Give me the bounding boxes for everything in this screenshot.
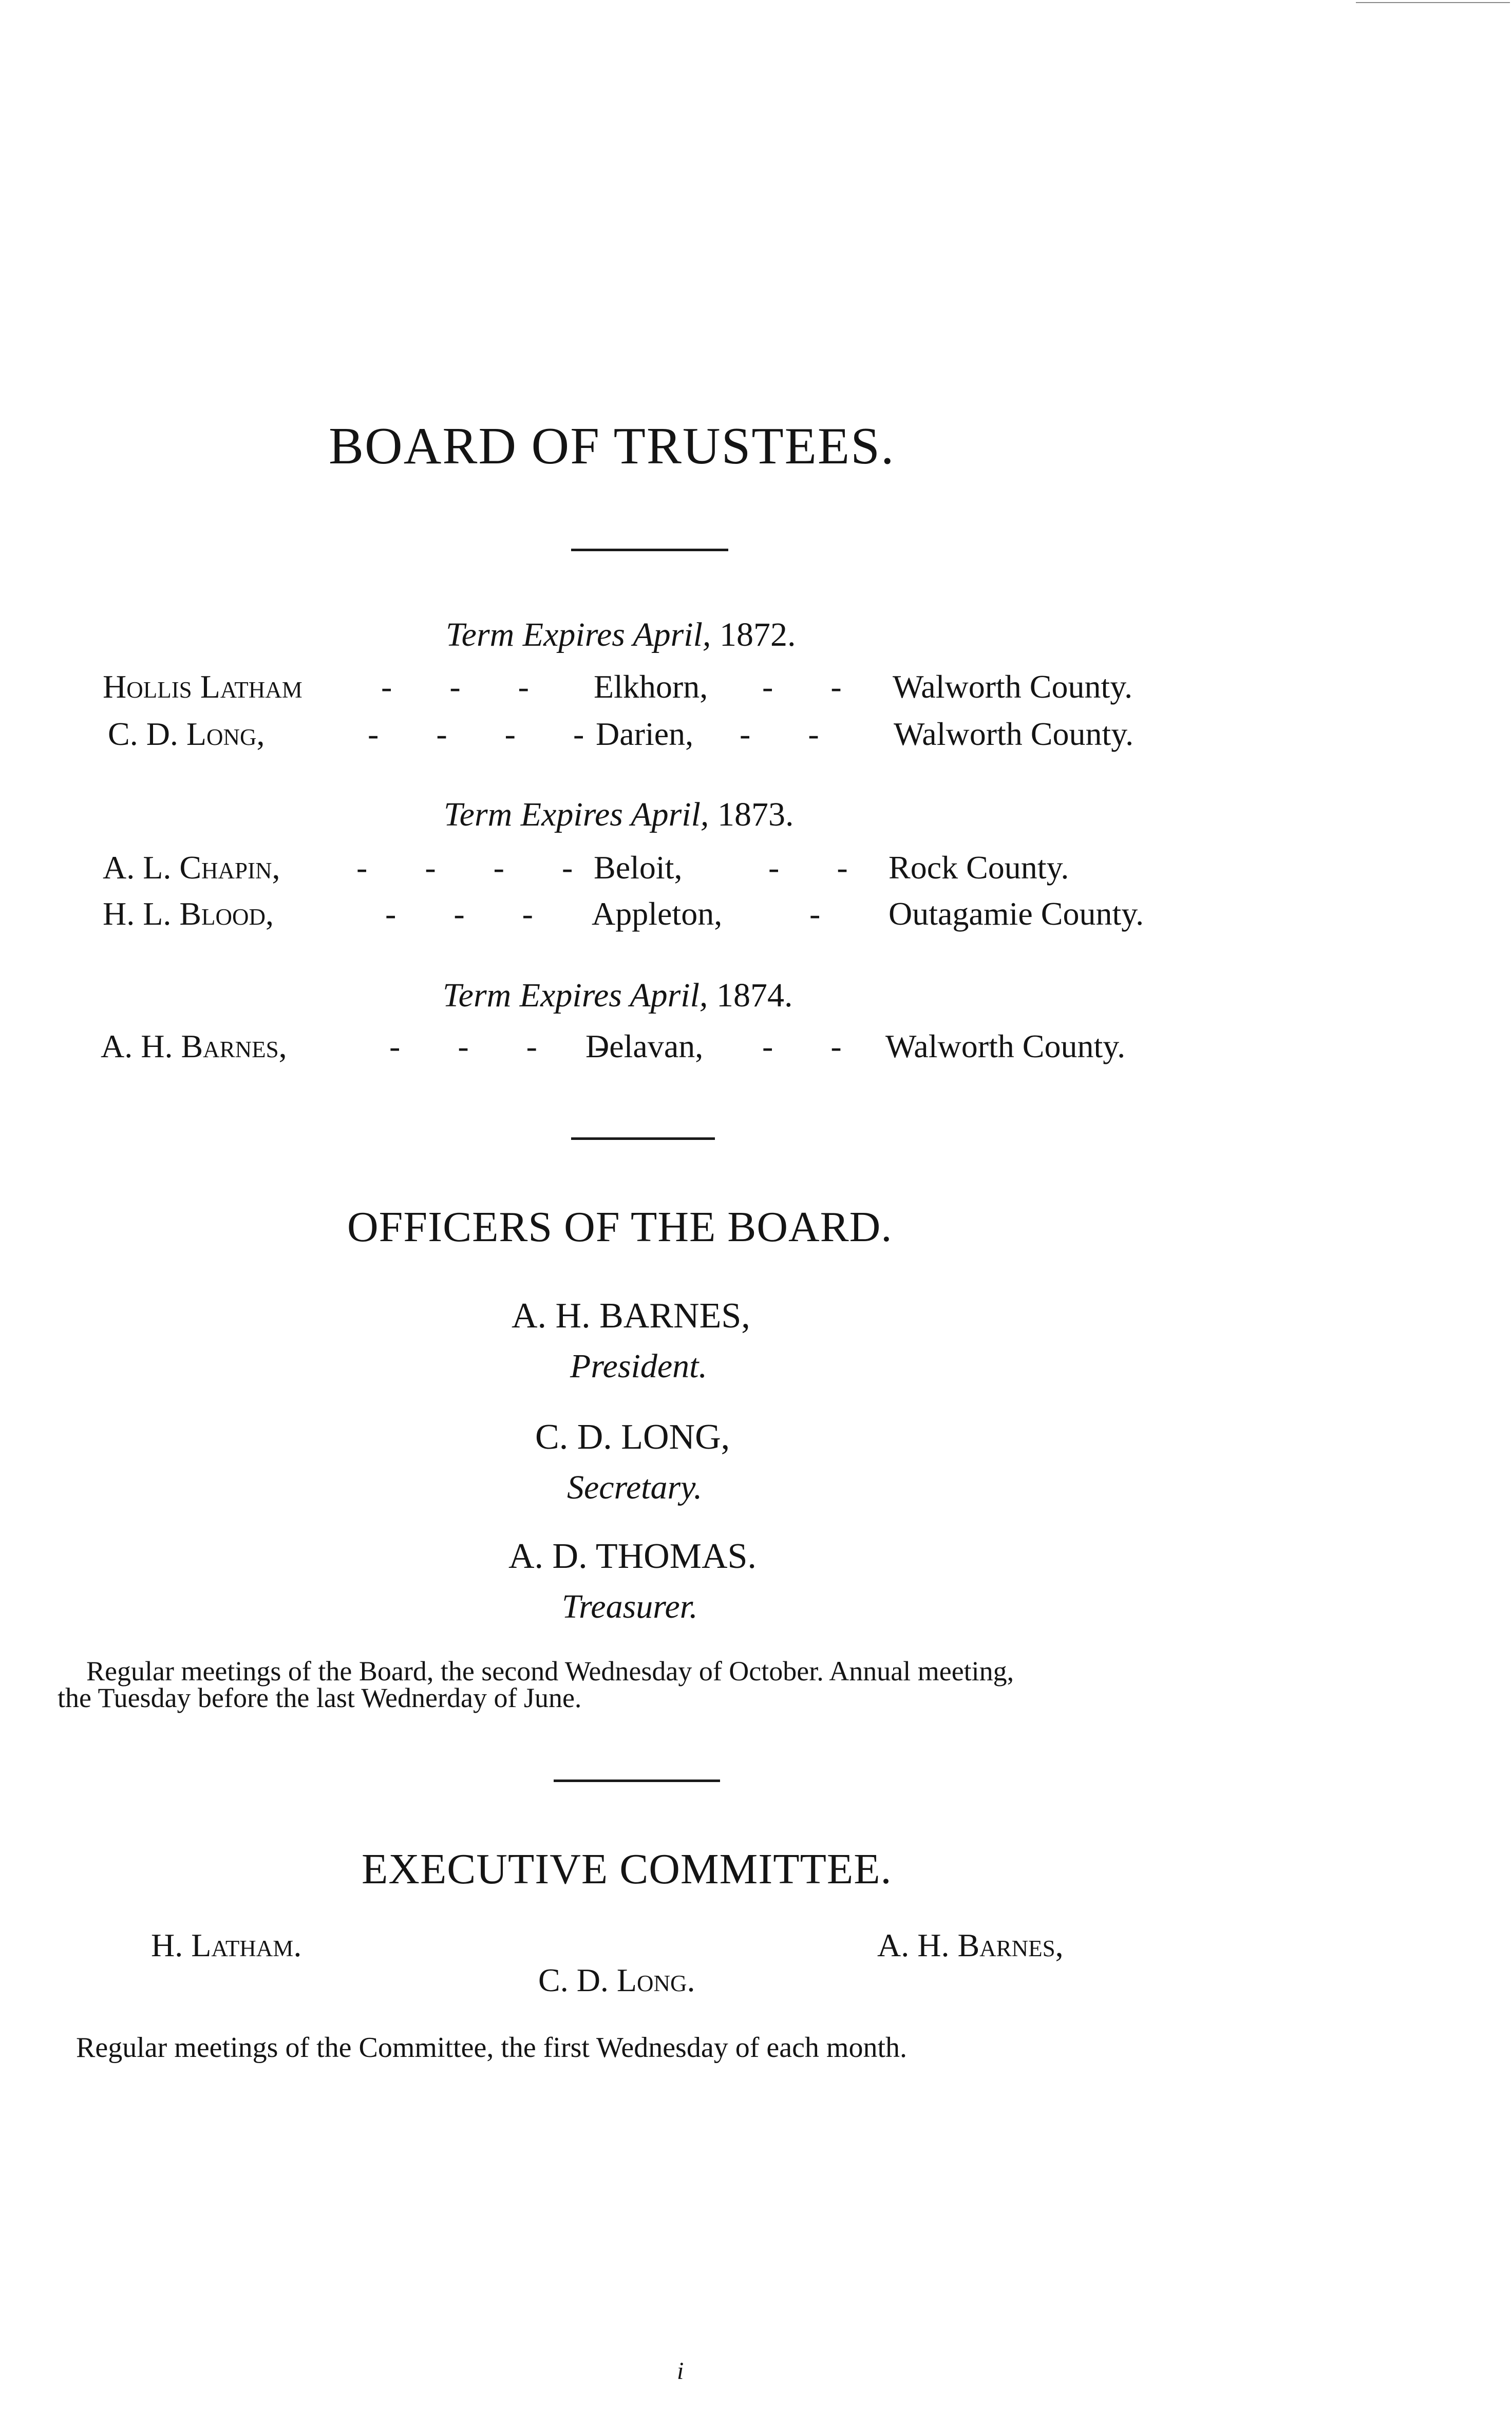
term-heading-label: Term Expires April, xyxy=(443,977,708,1014)
officer-role: Secretary. xyxy=(567,1469,703,1506)
leader-dashes: - - - - xyxy=(389,1028,606,1064)
term-heading-year: 1873. xyxy=(717,796,794,833)
trustee-name: H. L. Blood, xyxy=(103,895,274,932)
trustee-county: Walworth County. xyxy=(885,1028,1126,1064)
board-meetings-note: the Tuesday before the last Wednerday of June. xyxy=(58,1682,582,1713)
leader-dashes: - - - xyxy=(385,895,533,932)
executive-member: H. Latham. xyxy=(151,1927,302,1963)
term-heading-year: 1872. xyxy=(719,616,796,653)
trustee-county: Outagamie County. xyxy=(889,895,1144,932)
trustee-place: Darien, xyxy=(596,716,694,752)
committee-meetings-note: Regular meetings of the Committee, the first Wednesday of each month. xyxy=(76,2032,908,2064)
trustee-place: Appleton, xyxy=(592,895,723,932)
page-number: i xyxy=(677,2357,684,2385)
board-meetings-note: Regular meetings of the Board, the second Wednesday of October. Annual meeting, xyxy=(86,1656,1014,1687)
term-heading-year: 1874. xyxy=(716,977,793,1014)
trustee-county: Walworth County. xyxy=(893,668,1133,705)
executive-member: A. H. Barnes, xyxy=(877,1927,1064,1963)
leader-dashes: - - - - xyxy=(368,716,584,752)
board-title: BOARD OF TRUSTEES. xyxy=(329,417,895,475)
trustee-name: A. L. Chapin, xyxy=(103,849,280,886)
leader-dashes: - - xyxy=(768,849,848,886)
trustee-county: Walworth County. xyxy=(894,716,1134,752)
trustee-name: C. D. Long, xyxy=(108,716,265,752)
officer-name: A. H. BARNES, xyxy=(512,1296,750,1336)
officer-role: Treasurer. xyxy=(562,1588,698,1625)
trustee-name: A. H. Barnes, xyxy=(101,1028,287,1064)
executive-rule xyxy=(554,1780,720,1782)
trustee-place: Beloit, xyxy=(594,849,683,886)
term-heading-1872 xyxy=(446,615,796,654)
term-heading-1874 xyxy=(443,976,792,1015)
term-heading-1873 xyxy=(444,795,793,834)
term-heading-label: Term Expires April, xyxy=(444,796,709,833)
trustee-name: Hollis Latham xyxy=(103,668,303,705)
officers-title: OFFICERS OF THE BOARD. xyxy=(347,1203,893,1251)
leader-dashes: - - xyxy=(762,668,842,705)
officer-name: A. D. THOMAS. xyxy=(508,1537,757,1576)
top-corner-line xyxy=(1356,2,1510,3)
leader-dashes: - - - - xyxy=(356,849,573,886)
trustee-place: Elkhorn, xyxy=(594,668,708,705)
leader-dashes: - - xyxy=(762,1028,842,1064)
trustee-county: Rock County. xyxy=(889,849,1069,886)
trustee-place: Delavan, xyxy=(585,1028,704,1064)
leader-dashes: - - - xyxy=(381,668,529,705)
leader-dashes: - - xyxy=(740,716,819,752)
officer-role: President. xyxy=(570,1347,707,1385)
term-heading-label: Term Expires April, xyxy=(446,616,711,653)
officer-name: C. D. LONG, xyxy=(535,1417,730,1457)
board-title-rule xyxy=(571,549,728,551)
executive-title: EXECUTIVE COMMITTEE. xyxy=(362,1845,892,1893)
leader-dashes: - xyxy=(809,895,821,932)
officers-rule xyxy=(571,1137,715,1140)
executive-member: C. D. Long. xyxy=(538,1962,695,1998)
